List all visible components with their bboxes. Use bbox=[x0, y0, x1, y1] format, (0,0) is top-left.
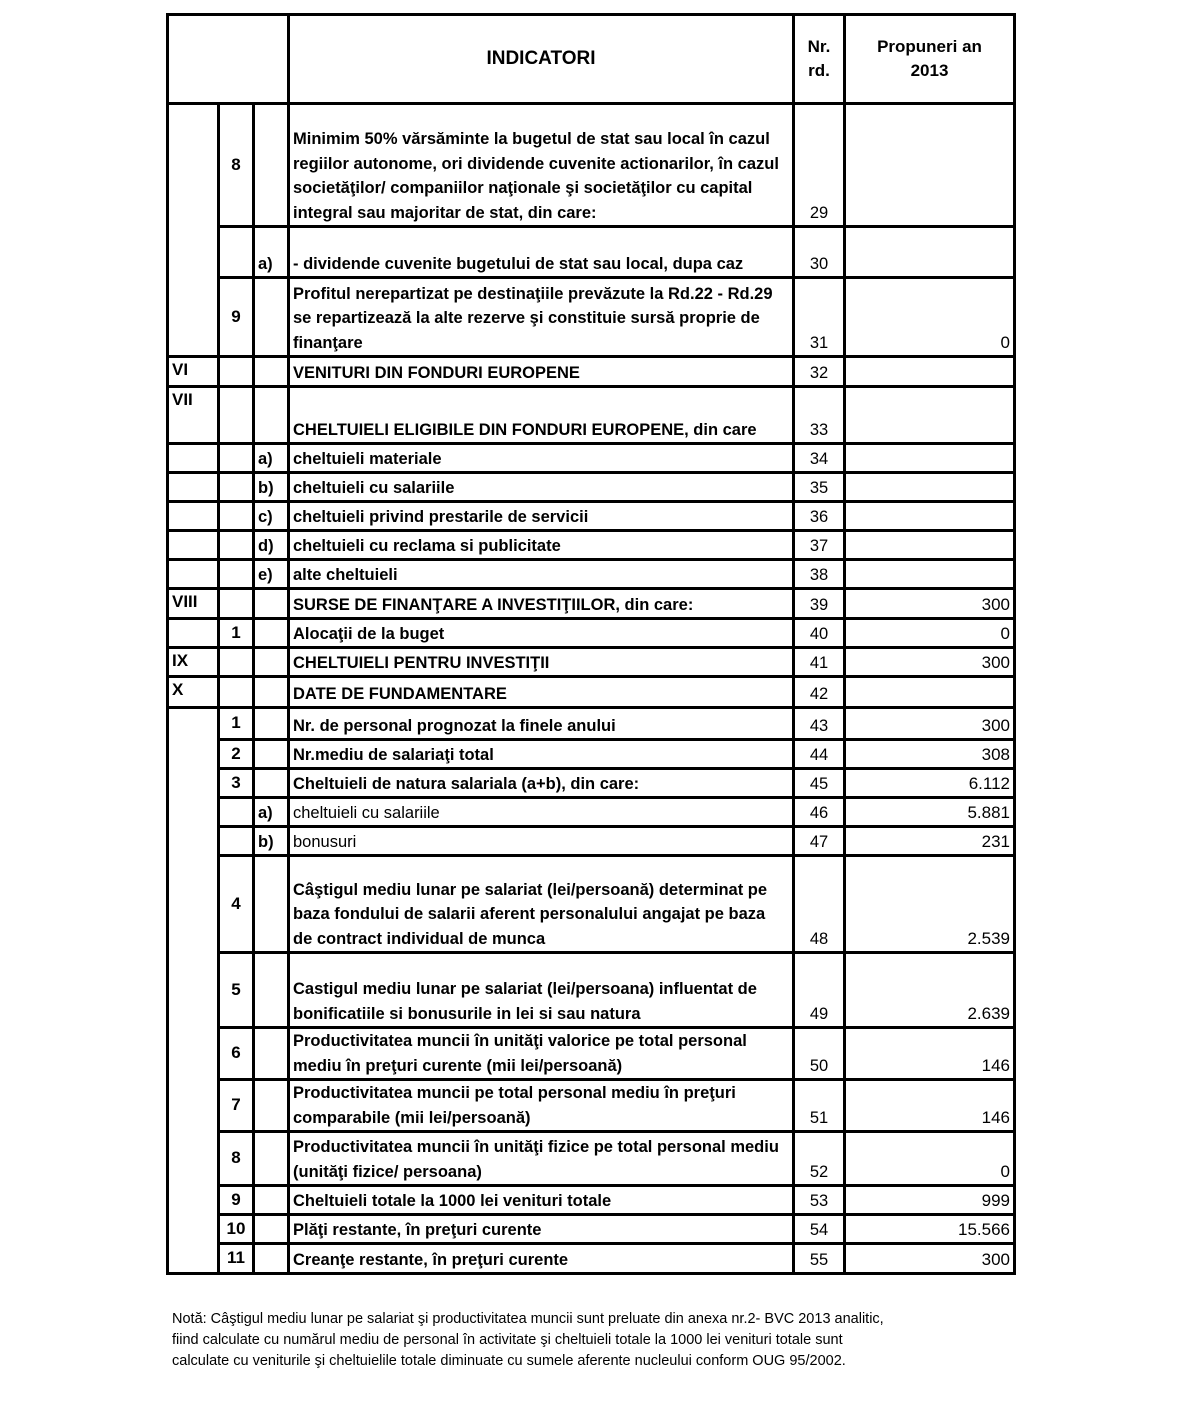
table-row bbox=[168, 827, 1015, 856]
row-letter-cell bbox=[254, 1132, 289, 1186]
row-letter-cell bbox=[254, 1080, 289, 1132]
row-letter-cell: c) bbox=[254, 502, 289, 531]
table-row bbox=[168, 1132, 1015, 1186]
row-description-cell: cheltuieli cu salariile bbox=[289, 473, 794, 502]
table-row bbox=[168, 953, 1015, 1028]
row-value-cell: 300 bbox=[845, 708, 1015, 740]
row-letter-cell bbox=[254, 104, 289, 227]
table-row bbox=[168, 357, 1015, 387]
table-row bbox=[168, 278, 1015, 357]
row-description-cell: CHELTUIELI ELIGIBILE DIN FONDURI EUROPENE, din care bbox=[289, 387, 794, 444]
row-description-cell: Nr.mediu de salariaţi total bbox=[289, 740, 794, 769]
row-number-cell bbox=[219, 227, 254, 278]
row-number-cell: 5 bbox=[219, 953, 254, 1028]
row-number-cell: 6 bbox=[219, 1028, 254, 1080]
row-value-cell: 146 bbox=[845, 1080, 1015, 1132]
row-description-cell: - dividende cuvenite bugetului de stat sau local, dupa caz bbox=[289, 227, 794, 278]
row-number-cell bbox=[219, 589, 254, 619]
row-roman-cell bbox=[168, 104, 219, 357]
row-nr-rd-cell: 40 bbox=[794, 619, 845, 648]
row-value-cell: 0 bbox=[845, 1132, 1015, 1186]
row-value-cell: 2.639 bbox=[845, 953, 1015, 1028]
row-description-cell: Productivitatea muncii în unităţi fizice pe total personal mediu (unităţi fizice/ persoana) bbox=[289, 1132, 794, 1186]
row-letter-cell bbox=[254, 357, 289, 387]
row-description-cell: cheltuieli cu reclama si publicitate bbox=[289, 531, 794, 560]
row-nr-rd-cell: 54 bbox=[794, 1215, 845, 1244]
row-value-cell bbox=[845, 227, 1015, 278]
row-nr-rd-cell: 29 bbox=[794, 104, 845, 227]
row-number-cell: 4 bbox=[219, 856, 254, 953]
row-nr-rd-cell: 49 bbox=[794, 953, 845, 1028]
row-nr-rd-cell: 34 bbox=[794, 444, 845, 473]
row-letter-cell bbox=[254, 1186, 289, 1215]
row-letter-cell: b) bbox=[254, 473, 289, 502]
row-roman-cell: X bbox=[168, 677, 219, 708]
row-number-cell bbox=[219, 444, 254, 473]
row-roman-cell bbox=[168, 708, 219, 1274]
header-indicatori: INDICATORI bbox=[289, 15, 794, 104]
row-nr-rd-cell: 50 bbox=[794, 1028, 845, 1080]
row-description-cell: Cheltuieli de natura salariala (a+b), din care: bbox=[289, 769, 794, 798]
row-letter-cell bbox=[254, 619, 289, 648]
row-roman-cell: IX bbox=[168, 648, 219, 677]
table-row bbox=[168, 387, 1015, 444]
row-value-cell bbox=[845, 444, 1015, 473]
row-number-cell: 7 bbox=[219, 1080, 254, 1132]
row-description-cell: SURSE DE FINANŢARE A INVESTIŢIILOR, din care: bbox=[289, 589, 794, 619]
row-description-cell: bonusuri bbox=[289, 827, 794, 856]
row-number-cell bbox=[219, 357, 254, 387]
row-number-cell: 1 bbox=[219, 619, 254, 648]
row-letter-cell: e) bbox=[254, 560, 289, 589]
row-description-cell: alte cheltuieli bbox=[289, 560, 794, 589]
row-nr-rd-cell: 53 bbox=[794, 1186, 845, 1215]
row-value-cell: 999 bbox=[845, 1186, 1015, 1215]
row-description-cell: Alocaţii de la buget bbox=[289, 619, 794, 648]
row-letter-cell: d) bbox=[254, 531, 289, 560]
row-roman-cell bbox=[168, 444, 219, 473]
table-row bbox=[168, 798, 1015, 827]
row-value-cell: 0 bbox=[845, 619, 1015, 648]
table-row bbox=[168, 502, 1015, 531]
row-value-cell bbox=[845, 104, 1015, 227]
row-nr-rd-cell: 46 bbox=[794, 798, 845, 827]
table-row bbox=[168, 648, 1015, 677]
row-letter-cell bbox=[254, 769, 289, 798]
row-value-cell: 2.539 bbox=[845, 856, 1015, 953]
row-number-cell: 2 bbox=[219, 740, 254, 769]
table-row bbox=[168, 531, 1015, 560]
row-nr-rd-cell: 42 bbox=[794, 677, 845, 708]
table-row bbox=[168, 104, 1015, 227]
row-description-cell: Cheltuieli totale la 1000 lei venituri totale bbox=[289, 1186, 794, 1215]
indicators-table bbox=[166, 13, 1016, 1275]
row-number-cell bbox=[219, 502, 254, 531]
row-roman-cell bbox=[168, 502, 219, 531]
row-value-cell bbox=[845, 357, 1015, 387]
row-number-cell bbox=[219, 560, 254, 589]
row-description-cell: DATE DE FUNDAMENTARE bbox=[289, 677, 794, 708]
table-row bbox=[168, 1080, 1015, 1132]
row-letter-cell: a) bbox=[254, 798, 289, 827]
row-number-cell: 3 bbox=[219, 769, 254, 798]
row-number-cell bbox=[219, 798, 254, 827]
row-nr-rd-cell: 44 bbox=[794, 740, 845, 769]
row-letter-cell bbox=[254, 677, 289, 708]
row-value-cell: 146 bbox=[845, 1028, 1015, 1080]
table-row bbox=[168, 677, 1015, 708]
row-description-cell: Productivitatea muncii în unităţi valorice pe total personal mediu în preţuri curente (mii lei/persoană) bbox=[289, 1028, 794, 1080]
table-row bbox=[168, 589, 1015, 619]
row-roman-cell: VII bbox=[168, 387, 219, 444]
row-description-cell: Nr. de personal prognozat la finele anului bbox=[289, 708, 794, 740]
row-letter-cell bbox=[254, 1215, 289, 1244]
row-number-cell bbox=[219, 473, 254, 502]
row-nr-rd-cell: 39 bbox=[794, 589, 845, 619]
table-row bbox=[168, 1244, 1015, 1274]
row-letter-cell bbox=[254, 387, 289, 444]
row-description-cell: Creanţe restante, în preţuri curente bbox=[289, 1244, 794, 1274]
row-description-cell: Productivitatea muncii pe total personal mediu în preţuri comparabile (mii lei/persoană) bbox=[289, 1080, 794, 1132]
table-row bbox=[168, 708, 1015, 740]
row-nr-rd-cell: 38 bbox=[794, 560, 845, 589]
row-roman-cell bbox=[168, 619, 219, 648]
row-nr-rd-cell: 37 bbox=[794, 531, 845, 560]
row-description-cell: Câştigul mediu lunar pe salariat (lei/persoană) determinat pe baza fondului de salarii aferent personalului angajat pe baza de contract individual de munca bbox=[289, 856, 794, 953]
row-nr-rd-cell: 30 bbox=[794, 227, 845, 278]
row-letter-cell bbox=[254, 740, 289, 769]
row-description-cell: cheltuieli privind prestarile de servicii bbox=[289, 502, 794, 531]
row-description-cell: Plăţi restante, în preţuri curente bbox=[289, 1215, 794, 1244]
row-letter-cell: a) bbox=[254, 444, 289, 473]
row-value-cell: 6.112 bbox=[845, 769, 1015, 798]
row-value-cell: 300 bbox=[845, 648, 1015, 677]
row-roman-cell bbox=[168, 560, 219, 589]
table-row bbox=[168, 1186, 1015, 1215]
table-header-row bbox=[168, 15, 1015, 104]
row-value-cell: 300 bbox=[845, 589, 1015, 619]
row-description-cell: CHELTUIELI PENTRU INVESTIŢII bbox=[289, 648, 794, 677]
table-row bbox=[168, 740, 1015, 769]
row-description-cell: cheltuieli cu salariile bbox=[289, 798, 794, 827]
row-description-cell: Castigul mediu lunar pe salariat (lei/persoana) influentat de bonificatiile si bonusurile in lei si sau natura bbox=[289, 953, 794, 1028]
row-letter-cell bbox=[254, 1244, 289, 1274]
row-value-cell bbox=[845, 560, 1015, 589]
footnote: Notă: Câştigul mediu lunar pe salariat şi productivitatea muncii sunt preluate din anexa nr.2- BVC 2013 analitic, fiind calculate cu numărul mediu de personal în activitate şi cheltuieli totale la 1000 lei venituri totale sunt calculate cu veniturile şi cheltuielile totale diminuate cu sumele aferente nucleului conform OUG 95/2002. bbox=[172, 1311, 884, 1369]
row-letter-cell bbox=[254, 278, 289, 357]
row-number-cell: 10 bbox=[219, 1215, 254, 1244]
row-letter-cell bbox=[254, 648, 289, 677]
table-row bbox=[168, 560, 1015, 589]
row-number-cell bbox=[219, 677, 254, 708]
row-number-cell: 11 bbox=[219, 1244, 254, 1274]
row-nr-rd-cell: 33 bbox=[794, 387, 845, 444]
row-nr-rd-cell: 41 bbox=[794, 648, 845, 677]
row-nr-rd-cell: 48 bbox=[794, 856, 845, 953]
row-value-cell bbox=[845, 502, 1015, 531]
row-number-cell bbox=[219, 648, 254, 677]
row-letter-cell bbox=[254, 856, 289, 953]
table-row bbox=[168, 473, 1015, 502]
row-value-cell bbox=[845, 677, 1015, 708]
row-nr-rd-cell: 51 bbox=[794, 1080, 845, 1132]
table-row bbox=[168, 227, 1015, 278]
row-letter-cell: a) bbox=[254, 227, 289, 278]
row-value-cell bbox=[845, 531, 1015, 560]
row-roman-cell: VIII bbox=[168, 589, 219, 619]
row-letter-cell bbox=[254, 953, 289, 1028]
row-letter-cell: b) bbox=[254, 827, 289, 856]
row-description-cell: Minimim 50% vărsăminte la bugetul de stat sau local în cazul regiilor autonome, ori dividende cuvenite actionarilor, în cazul societăţilor/ companiilor naţionale şi societăţilor cu capital integral sau majoritar de stat, din care: bbox=[289, 104, 794, 227]
row-number-cell: 8 bbox=[219, 104, 254, 227]
row-value-cell bbox=[845, 473, 1015, 502]
row-nr-rd-cell: 52 bbox=[794, 1132, 845, 1186]
row-nr-rd-cell: 32 bbox=[794, 357, 845, 387]
row-nr-rd-cell: 43 bbox=[794, 708, 845, 740]
row-nr-rd-cell: 35 bbox=[794, 473, 845, 502]
header-propuneri: Propuneri an 2013 bbox=[845, 15, 1015, 104]
row-value-cell: 0 bbox=[845, 278, 1015, 357]
row-roman-cell bbox=[168, 531, 219, 560]
row-letter-cell bbox=[254, 708, 289, 740]
table-row bbox=[168, 769, 1015, 798]
row-number-cell: 9 bbox=[219, 278, 254, 357]
row-roman-cell: VI bbox=[168, 357, 219, 387]
row-nr-rd-cell: 45 bbox=[794, 769, 845, 798]
row-nr-rd-cell: 36 bbox=[794, 502, 845, 531]
row-number-cell bbox=[219, 531, 254, 560]
row-nr-rd-cell: 31 bbox=[794, 278, 845, 357]
row-value-cell: 300 bbox=[845, 1244, 1015, 1274]
row-description-cell: Profitul nerepartizat pe destinaţiile prevăzute la Rd.22 - Rd.29 se repartizează la alte rezerve şi constituie sursă proprie de finanţare bbox=[289, 278, 794, 357]
header-nr-rd: Nr. rd. bbox=[794, 15, 845, 104]
row-number-cell: 9 bbox=[219, 1186, 254, 1215]
table-row bbox=[168, 1028, 1015, 1080]
table-body bbox=[168, 104, 1015, 1274]
row-value-cell: 15.566 bbox=[845, 1215, 1015, 1244]
row-value-cell bbox=[845, 387, 1015, 444]
row-number-cell: 8 bbox=[219, 1132, 254, 1186]
row-description-cell: cheltuieli materiale bbox=[289, 444, 794, 473]
row-value-cell: 231 bbox=[845, 827, 1015, 856]
row-description-cell: VENITURI DIN FONDURI EUROPENE bbox=[289, 357, 794, 387]
table-row bbox=[168, 856, 1015, 953]
header-blank-cell bbox=[168, 15, 289, 104]
row-letter-cell bbox=[254, 1028, 289, 1080]
row-letter-cell bbox=[254, 589, 289, 619]
row-nr-rd-cell: 55 bbox=[794, 1244, 845, 1274]
table-row bbox=[168, 619, 1015, 648]
row-nr-rd-cell: 47 bbox=[794, 827, 845, 856]
row-number-cell: 1 bbox=[219, 708, 254, 740]
row-value-cell: 5.881 bbox=[845, 798, 1015, 827]
row-value-cell: 308 bbox=[845, 740, 1015, 769]
row-number-cell bbox=[219, 387, 254, 444]
table-row bbox=[168, 1215, 1015, 1244]
row-number-cell bbox=[219, 827, 254, 856]
row-roman-cell bbox=[168, 473, 219, 502]
table-row bbox=[168, 444, 1015, 473]
